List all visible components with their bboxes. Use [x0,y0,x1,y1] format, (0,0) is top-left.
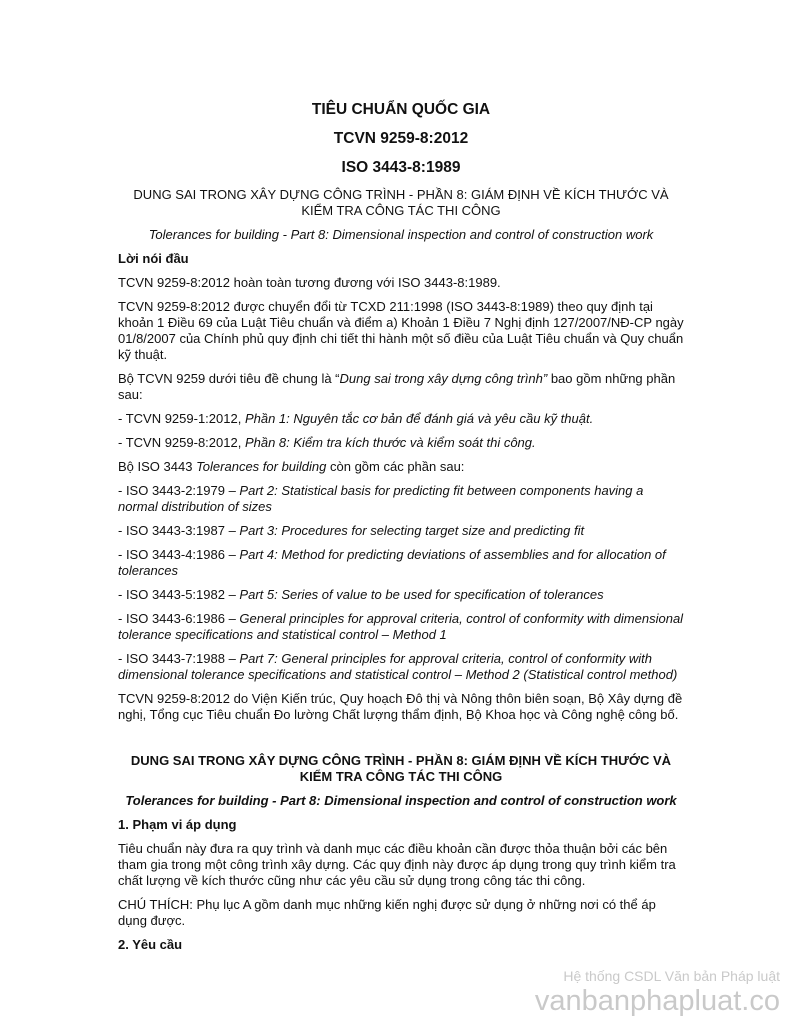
foreword-heading: Lời nói đầu [118,251,189,266]
title-vietnamese: DUNG SAI TRONG XÂY DỰNG CÔNG TRÌNH - PHẦN 8: GIÁM ĐỊNH VỀ KÍCH THƯỚC VÀ KIỂM TRA CÔNG TÁC THI CÔNG [133,187,669,218]
foreword-p1: TCVN 9259-8:2012 hoàn toàn tương đương với ISO 3443-8:1989. [118,275,501,290]
part-code: - ISO 3443-7:1988 – [118,651,240,666]
watermark-url: vanbanphapluat.co [534,985,780,1017]
document-page [118,100,684,961]
part-title: Part 4: Method for predicting deviations of assemblies and for allocation of tolerances [118,547,666,578]
iso-intro [118,459,684,475]
tcvn-part-item [118,411,684,427]
iso-intro-italic: Tolerances for building [196,459,327,474]
p3-text-b: bao gồm những phần sau: [118,371,676,402]
iso-part-item [118,547,684,579]
iso-part-item [118,651,684,683]
part-title: Part 3: Procedures for selecting target size and predicting fit [239,523,585,538]
section-1-note: CHÚ THÍCH: Phụ lục A gồm danh mục những kiến nghị được sử dụng ở những nơi có thể áp dụng được. [118,897,656,928]
watermark [535,967,780,1017]
part-title: Phần 1: Nguyên tắc cơ bản để đánh giá và yêu cầu kỹ thuật. [244,411,594,426]
p3-text-italic: Dung sai trong xây dựng công trình” [339,371,548,386]
tcvn-part-item [118,435,684,451]
part-title: Phần 8: Kiểm tra kích thước và kiểm soát thi công. [244,435,536,450]
foreword-closing: TCVN 9259-8:2012 do Viện Kiến trúc, Quy hoạch Đô thị và Nông thôn biên soạn, Bộ Xây dựng đề nghị, Tổng cục Tiêu chuẩn Đo lường Chất lượng thẩm định, Bộ Khoa học và Công nghệ công bố. [118,691,683,722]
main-title-vietnamese: DUNG SAI TRONG XÂY DỰNG CÔNG TRÌNH - PHẦN 8: GIÁM ĐỊNH VỀ KÍCH THƯỚC VÀ KIỂM TRA CÔNG TÁC THI CÔNG [130,753,672,784]
section-2-heading: 2. Yêu cầu [118,937,183,952]
section-1-paragraph: Tiêu chuẩn này đưa ra quy trình và danh mục các điều khoản cần được thỏa thuận bởi các bên tham gia trong một công trình xây dựng. Các quy định này được áp dụng trong quy trình kiểm tra chất lượng về kích thước cũng như các yêu cầu sử dụng trong công tác thi công. [118,841,676,888]
part-code: - ISO 3443-5:1982 – [118,587,240,602]
part-code: - ISO 3443-4:1986 – [118,547,240,562]
section-1-heading: 1. Phạm vi áp dụng [118,817,237,832]
part-title: Part 5: Series of value to be used for specification of tolerances [239,587,604,602]
iso-part-item [118,611,684,643]
iso-part-item [118,587,684,603]
iso-part-item [118,483,684,515]
foreword-p3 [118,371,684,403]
main-title-english: Tolerances for building - Part 8: Dimensional inspection and control of construction work [125,793,677,808]
doc-type-heading: TIÊU CHUẨN QUỐC GIA [311,101,491,118]
iso-part-item [118,523,684,539]
part-code: - ISO 3443-6:1986 – [118,611,240,626]
iso-intro-a: Bộ ISO 3443 [118,459,197,474]
part-code: - ISO 3443-2:1979 – [118,483,240,498]
p3-text-a: Bộ TCVN 9259 dưới tiêu đề chung là “ [118,371,340,386]
part-title: General principles for approval criteria, control of conformity with dimensional tolerance specifications and statistical control – Method 1 [118,611,684,642]
standard-code: TCVN 9259-8:2012 [333,130,469,147]
foreword-p2: TCVN 9259-8:2012 được chuyển đổi từ TCXD 211:1998 (ISO 3443-8:1989) theo quy định tại khoản 1 Điều 69 của Luật Tiêu chuẩn và điểm a) Khoản 1 Điều 7 Nghị định 127/2007/NĐ-CP ngày 01/8/2007 của Chính phủ quy định chi tiết thi hành một số điều của Luật Tiêu chuẩn và Quy chuẩn kỹ thuật. [118,299,684,362]
part-title: Part 2: Statistical basis for predicting fit between components having a normal distribution of sizes [118,483,644,514]
part-code: - ISO 3443-3:1987 – [118,523,240,538]
iso-intro-b: còn gồm các phần sau: [326,459,465,474]
watermark-caption: Hệ thống CSDL Văn bản Pháp luật [563,968,780,984]
part-title: Part 7: General principles for approval criteria, control of conformity with dimensional tolerance specifications and statistical control – Method 2 (Statistical control method) [118,651,678,682]
title-english: Tolerances for building - Part 8: Dimensional inspection and control of construction work [148,227,654,242]
iso-code: ISO 3443-8:1989 [341,159,461,176]
part-code: - TCVN 9259-8:2012, [118,435,245,450]
part-code: - TCVN 9259-1:2012, [118,411,245,426]
